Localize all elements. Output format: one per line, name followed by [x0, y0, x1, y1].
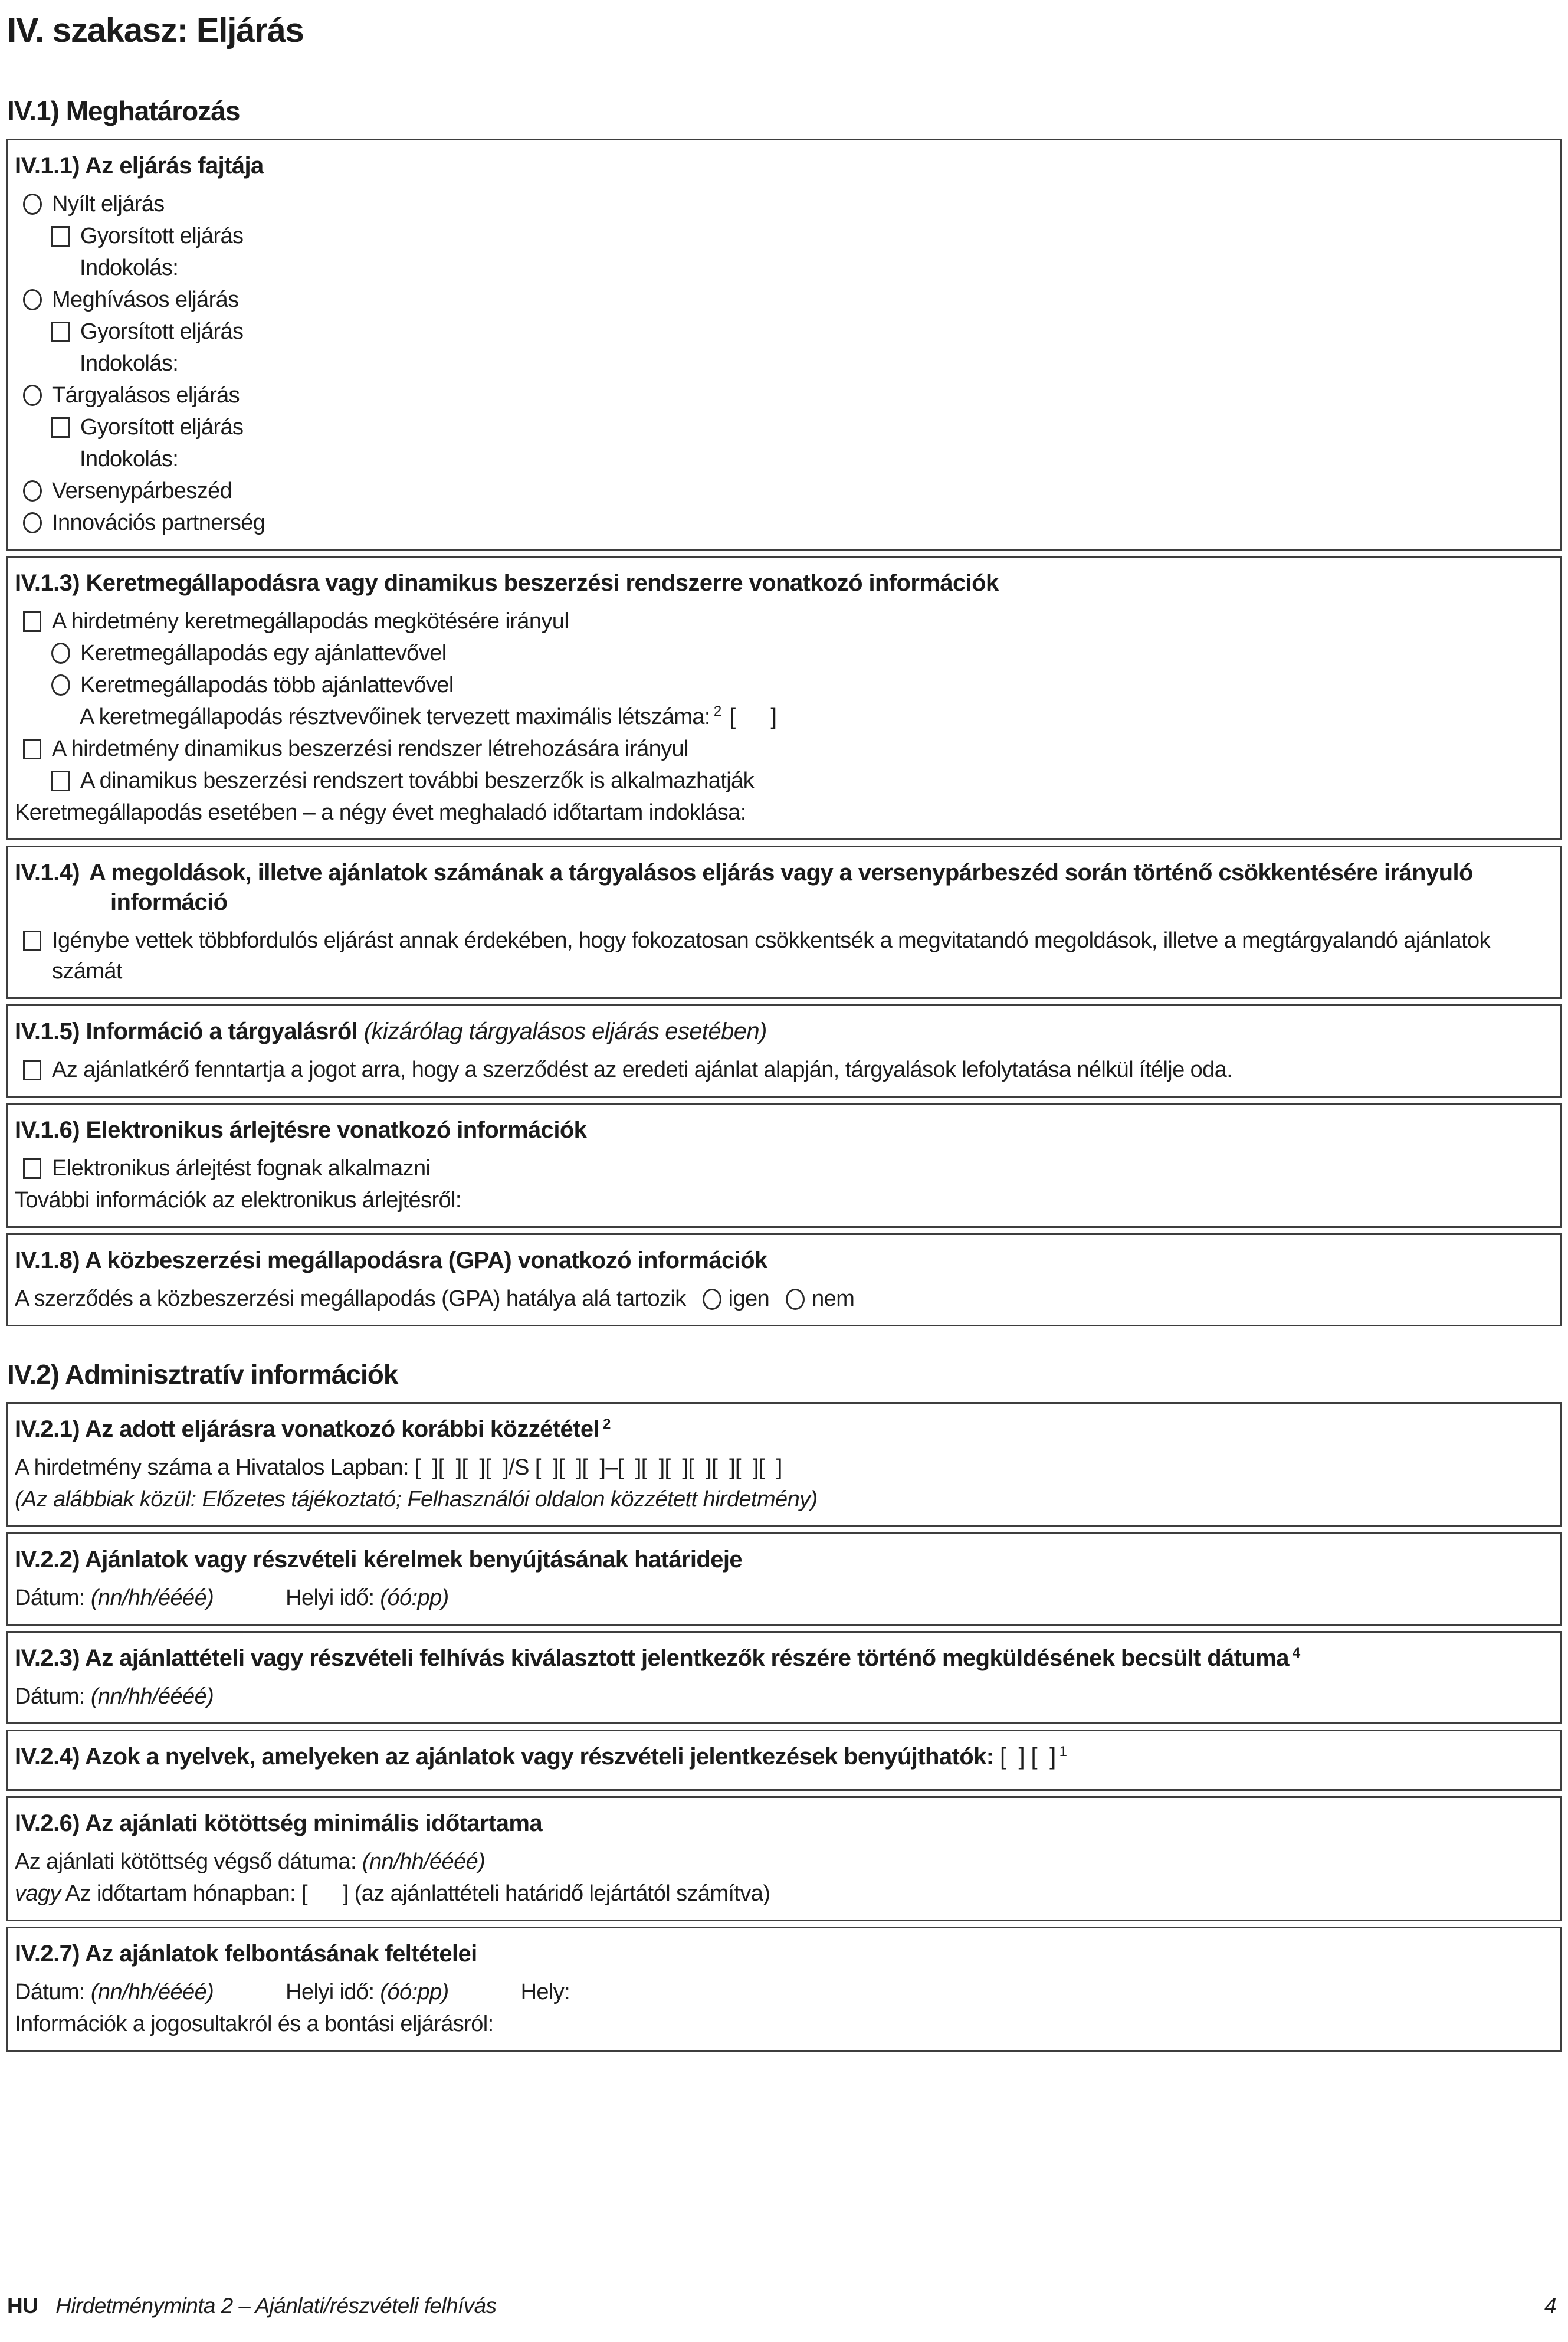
opening-time [286, 1980, 454, 2004]
radio-open-procedure[interactable] [23, 194, 42, 215]
option-framework-several-operators [15, 670, 1550, 700]
deadline-time [286, 1586, 448, 1610]
checkbox-dynamic-purchasing-system[interactable] [23, 739, 41, 759]
or-label: vagy [15, 1881, 61, 1906]
iv21-heading-text: IV.2.1) Az adott eljárásra vonatkozó korábbi közzététel [15, 1416, 600, 1442]
date-format-field[interactable]: (nn/hh/éééé) [90, 1684, 214, 1709]
radio-framework-several-operators[interactable] [51, 674, 70, 696]
iv16-heading: IV.1.6) Elektronikus árlejtésre vonatkozó információk [15, 1117, 587, 1143]
option-label: A hirdetmény dinamikus beszerzési rendszer létrehozására irányul [52, 736, 688, 761]
checkbox-accelerated-restricted[interactable] [51, 322, 70, 342]
gpa-yes-label: igen [728, 1286, 770, 1311]
tender-validity-date-line [15, 1846, 1550, 1877]
option-label: Versenypárbeszéd [52, 479, 232, 503]
option-negotiated-procedure [15, 380, 1550, 411]
radio-gpa-no[interactable] [786, 1289, 805, 1310]
time-format-field[interactable]: (óó:pp) [380, 1980, 449, 2004]
option-label: Az ajánlatkérő fenntartja a jogot arra, hogy a szerződést az eredeti ajánlat alapján, tárgyalások lefolytatása nélkül ítélje oda. [52, 1057, 1233, 1082]
time-format-field[interactable]: (óó:pp) [380, 1586, 449, 1610]
date-label: Dátum: [15, 1586, 85, 1610]
oj-notice-number-line [15, 1452, 1550, 1483]
option-open-procedure [15, 189, 1550, 220]
box-iv22 [6, 1532, 1562, 1626]
iv23-heading-text: IV.2.3) Az ajánlattételi vagy részvételi felhívás kiválasztott jelentkezők részére történő megküldésének becsült dátuma [15, 1645, 1289, 1671]
dispatch-date-line [15, 1681, 1550, 1712]
radio-restricted-procedure[interactable] [23, 289, 42, 310]
time-label: Helyi idő: [286, 1586, 375, 1610]
iv14-heading-text [89, 858, 1473, 917]
languages-field[interactable]: [ ] [ ] [999, 1744, 1056, 1770]
gpa-statement: A szerződés a közbeszerzési megállapodás (GPA) hatálya alá tartozik [15, 1286, 686, 1311]
iv15-heading-text: IV.1.5) Információ a tárgyalásról [15, 1018, 358, 1044]
footnote-ref: 4 [1292, 1645, 1300, 1661]
iv21-heading [15, 1414, 1550, 1444]
checkbox-accelerated-negotiated[interactable] [51, 417, 70, 438]
gpa-line [15, 1283, 1550, 1314]
checkbox-award-without-negotiation[interactable] [23, 1060, 41, 1080]
iv13-heading: IV.1.3) Keretmegállapodásra vagy dinamikus beszerzési rendszerre vonatkozó információk [15, 570, 999, 596]
tender-validity-months-line [15, 1878, 1550, 1909]
option-award-without-negotiation [15, 1054, 1550, 1085]
option-label: Elektronikus árlejtést fognak alkalmazni [52, 1156, 431, 1181]
option-accelerated-restricted [15, 316, 1550, 347]
box-iv23 [6, 1631, 1562, 1724]
footnote-ref: 1 [1059, 1743, 1067, 1760]
iv15-heading [15, 1017, 1550, 1046]
radio-innovation-partnership[interactable] [23, 512, 42, 533]
option-label: Keretmegállapodás több ajánlattevővel [80, 673, 454, 697]
box-iv13 [6, 556, 1562, 840]
option-label: Gyorsított eljárás [80, 415, 244, 440]
opening-place-label: Hely: [520, 1980, 570, 2004]
date-format-field[interactable]: (nn/hh/éééé) [362, 1849, 486, 1874]
checkbox-recourse-staged-procedure[interactable] [23, 931, 41, 951]
iv14-heading-line2: információ [110, 889, 228, 915]
opening-conditions-line [15, 1977, 1550, 2007]
iv14-heading [15, 858, 1550, 917]
validity-date-label: Az ajánlati kötöttség végső dátuma: [15, 1849, 356, 1874]
date-format-field[interactable]: (nn/hh/éééé) [90, 1586, 214, 1610]
deadline-date [15, 1586, 219, 1610]
option-label: Innovációs partnerség [52, 510, 265, 535]
checkbox-framework-agreement[interactable] [23, 611, 41, 632]
deadline-line [15, 1583, 1550, 1613]
option-label: Tárgyalásos eljárás [52, 383, 240, 408]
radio-negotiated-procedure[interactable] [23, 385, 42, 406]
iv24-heading-text: IV.2.4) Azok a nyelvek, amelyeken az ajánlatok vagy részvételi jelentkezések benyújthatók: [15, 1744, 994, 1770]
option-innovation-partnership [15, 507, 1550, 538]
iv26-heading: IV.2.6) Az ajánlati kötöttség minimális időtartama [15, 1810, 542, 1836]
subsection-iv1-title: IV.1) Meghatározás [7, 96, 240, 126]
option-restricted-procedure [15, 284, 1550, 315]
box-iv18 [6, 1233, 1562, 1326]
radio-competitive-dialogue[interactable] [23, 480, 42, 502]
option-dps-additional-purchasers [15, 765, 1550, 796]
option-label: Keretmegállapodás egy ajánlattevővel [80, 641, 447, 666]
iv14-heading-line1: A megoldások, illetve ajánlatok számának a tárgyalásos eljárás vagy a versenypárbeszéd során történő csökkentésére irányuló [88, 860, 1473, 886]
electronic-auction-more-info: További információk az elektronikus árlejtésről: [15, 1188, 461, 1213]
iv15-heading-note: (kizárólag tárgyalásos eljárás esetében) [363, 1018, 767, 1044]
footer-page-number: 4 [1544, 2294, 1556, 2318]
iv18-heading: IV.1.8) A közbeszerzési megállapodásra (GPA) vonatkozó információk [15, 1247, 767, 1273]
option-label: Nyílt eljárás [52, 192, 165, 217]
footer-language-code: HU [7, 2294, 38, 2318]
radio-framework-single-operator[interactable] [51, 643, 70, 664]
iv14-heading-number: IV.1.4) [15, 860, 80, 886]
page-footer [7, 2294, 1556, 2318]
iv27-heading: IV.2.7) Az ajánlatok felbontásának feltételei [15, 1941, 477, 1967]
checkbox-electronic-auction[interactable] [23, 1158, 41, 1179]
radio-gpa-yes[interactable] [703, 1289, 721, 1310]
oj-notice-note: (Az alábbiak közül: Előzetes tájékoztató; Felhasználói oldalon közzétett hirdetmény) [15, 1487, 818, 1512]
opening-authorised-persons-info: Információk a jogosultakról és a bontási eljárásról: [15, 2012, 494, 2036]
box-iv15 [6, 1004, 1562, 1098]
option-accelerated-negotiated [15, 412, 1550, 443]
framework-max-participants-label: A keretmegállapodás résztvevőinek tervezett maximális létszáma: [80, 705, 710, 729]
option-label: Gyorsított eljárás [80, 319, 244, 344]
footnote-ref: 2 [713, 703, 721, 720]
justification-open: Indokolás: [80, 256, 179, 280]
iv22-heading: IV.2.2) Ajánlatok vagy részvételi kérelmek benyújtásának határideje [15, 1547, 743, 1573]
opening-date [15, 1980, 219, 2004]
oj-notice-number-label: A hirdetmény száma a Hivatalos Lapban: [15, 1455, 409, 1480]
framework-duration-justification: Keretmegállapodás esetében – a négy évet meghaladó időtartam indoklása: [15, 800, 746, 825]
box-iv26 [6, 1796, 1562, 1921]
option-accelerated-open [15, 221, 1550, 251]
box-iv21 [6, 1402, 1562, 1527]
oj-notice-number-field[interactable]: [ ][ ][ ][ ]/S [ ][ ][ ]–[ ][ ][ ][ ][ ][ ][ ] [414, 1455, 782, 1480]
option-label: A dinamikus beszerzési rendszert további beszerzők is alkalmazhatják [80, 768, 754, 793]
box-iv14 [6, 846, 1562, 999]
duration-months-label: Az időtartam hónapban: [65, 1881, 296, 1906]
date-label: Dátum: [15, 1980, 85, 2004]
iv24-heading [15, 1742, 1550, 1771]
box-iv16 [6, 1103, 1562, 1228]
iv11-heading: IV.1.1) Az eljárás fajtája [15, 153, 264, 179]
section-title: IV. szakasz: Eljárás [7, 11, 304, 50]
box-iv11 [6, 139, 1562, 551]
duration-months-field[interactable]: [ ] [301, 1881, 349, 1906]
date-format-field[interactable]: (nn/hh/éééé) [90, 1980, 214, 2004]
checkbox-accelerated-open[interactable] [51, 226, 70, 247]
option-competitive-dialogue [15, 476, 1550, 506]
time-label: Helyi idő: [286, 1980, 375, 2004]
option-label: Meghívásos eljárás [52, 287, 239, 312]
subsection-iv2-title: IV.2) Adminisztratív információk [7, 1359, 398, 1390]
date-label: Dátum: [15, 1684, 85, 1709]
option-recourse-staged-procedure [15, 925, 1550, 987]
option-label: Igénybe vettek többfordulós eljárást annak érdekében, hogy fokozatosan csökkentsék a megvitatandó megoldások, illetve a megtárgyalandó ajánlatok számát [52, 928, 1490, 984]
option-framework-single-operator [15, 638, 1550, 669]
duration-months-note: (az ajánlattételi határidő lejártától számítva) [354, 1881, 770, 1906]
framework-max-participants-field[interactable]: [ ] [729, 705, 777, 729]
gpa-no-label: nem [812, 1286, 855, 1311]
checkbox-dps-additional-purchasers[interactable] [51, 771, 70, 791]
option-dynamic-purchasing-system [15, 733, 1550, 764]
justification-negotiated: Indokolás: [80, 447, 179, 471]
option-electronic-auction [15, 1153, 1550, 1184]
footnote-ref: 2 [603, 1416, 611, 1432]
box-iv24 [6, 1730, 1562, 1791]
option-framework-agreement [15, 606, 1550, 637]
justification-restricted: Indokolás: [80, 351, 179, 376]
box-iv27 [6, 1927, 1562, 2052]
footer-document-title: Hirdetményminta 2 – Ajánlati/részvételi felhívás [55, 2294, 497, 2318]
option-label: A hirdetmény keretmegállapodás megkötésére irányul [52, 609, 569, 634]
framework-max-participants-line [15, 702, 1550, 732]
option-label: Gyorsított eljárás [80, 224, 244, 248]
iv23-heading [15, 1643, 1550, 1673]
